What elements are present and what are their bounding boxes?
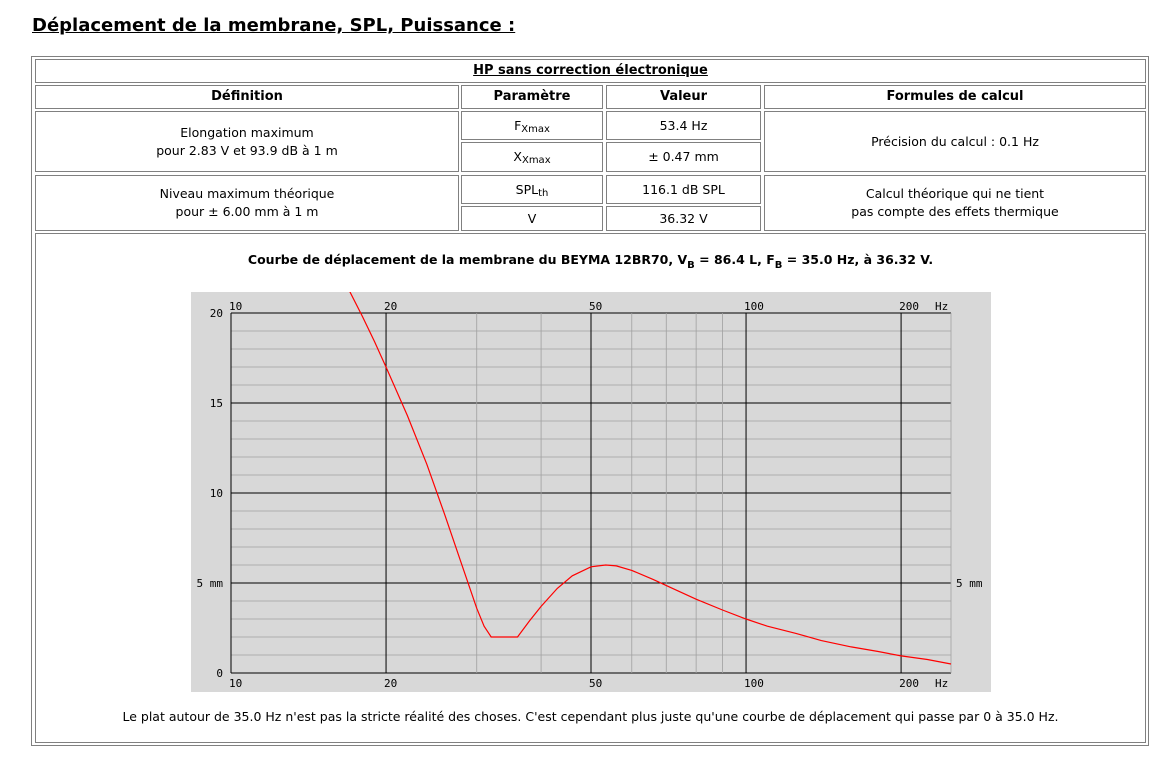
chart-footnote: Le plat autour de 35.0 Hz n'est pas la stricte réalité des choses. C'est cependant plus juste qu'une courbe de déplacement qui passe par 0 à 35.0 Hz. — [122, 709, 1059, 724]
page-title: Déplacement de la membrane, SPL, Puissance : — [32, 15, 516, 36]
x-tick-label-bottom: 200 — [899, 677, 919, 690]
definition-line: pour ± 6.00 mm à 1 m — [175, 204, 319, 219]
x-tick-label-top: 10 — [229, 300, 243, 313]
formula-line: Calcul théorique qui ne tient — [865, 186, 1045, 201]
x-tick-label-top: 50 — [589, 300, 603, 313]
x-tick-label-bottom: 50 — [589, 677, 603, 690]
chart-title — [35, 252, 1146, 271]
y-tick-label: 0 — [216, 667, 223, 680]
definition-cell-spl — [35, 175, 459, 231]
value-splth: 116.1 dB SPL — [606, 175, 761, 204]
header-parameter: Paramètre — [461, 85, 603, 109]
param-symbol: F — [514, 117, 522, 133]
x-tick-label-bottom: 20 — [384, 677, 398, 690]
y-tick-label: 5 mm — [196, 577, 223, 590]
y-tick-label: 15 — [209, 397, 223, 410]
table-caption: HP sans correction électronique — [35, 59, 1146, 83]
chart-background — [191, 292, 991, 692]
x-tick-label-top: 200 — [899, 300, 919, 313]
param-v — [461, 206, 603, 231]
header-definition: Définition — [35, 85, 459, 109]
displacement-chart — [191, 292, 991, 692]
value-v: 36.32 V — [606, 206, 761, 231]
chart-title-subscript: B — [687, 260, 695, 271]
y-tick-label: 10 — [209, 487, 223, 500]
param-fxmax — [461, 111, 603, 140]
chart-title-part: = 86.4 L, F — [694, 252, 775, 267]
formula-line: pas compte des effets thermique — [851, 204, 1059, 219]
param-subscript: th — [538, 187, 549, 199]
definition-line: pour 2.83 V et 93.9 dB à 1 m — [156, 142, 338, 158]
param-subscript: Xmax — [521, 123, 550, 135]
value-xxmax: ± 0.47 mm — [606, 142, 761, 172]
chart-title-part: Courbe de déplacement de la membrane du BEYMA 12BR70, V — [247, 252, 688, 267]
value-fxmax: 53.4 Hz — [606, 111, 761, 140]
param-xxmax — [461, 142, 603, 172]
displacement-curve — [350, 292, 951, 664]
header-formulas: Formules de calcul — [764, 85, 1146, 109]
definition-line: Elongation maximum — [180, 124, 314, 140]
param-symbol: SPL — [515, 181, 539, 197]
header-value: Valeur — [606, 85, 761, 109]
param-subscript: Xmax — [521, 155, 551, 166]
y-tick-label: 20 — [209, 307, 223, 320]
formula-cell-precision — [764, 111, 1146, 172]
x-tick-label-bottom: 100 — [744, 677, 764, 690]
formula-line: Précision du calcul : 0.1 Hz — [871, 133, 1039, 149]
y-tick-label-right: 5 mm — [956, 577, 983, 590]
param-splth — [461, 175, 603, 204]
param-symbol: V — [527, 210, 537, 226]
chart-title-part: = 35.0 Hz, à 36.32 V. — [782, 252, 934, 267]
x-unit-label-bottom: Hz — [935, 677, 949, 690]
x-tick-label-bottom: 10 — [229, 677, 243, 690]
x-tick-label-top: 20 — [384, 300, 398, 313]
definition-line: Niveau maximum théorique — [159, 186, 335, 201]
chart-title-subscript: B — [774, 260, 783, 271]
formula-cell-thermal — [764, 175, 1146, 231]
x-unit-label-top: Hz — [935, 300, 949, 313]
x-tick-label-top: 100 — [744, 300, 764, 313]
param-symbol: X — [513, 149, 522, 164]
definition-cell-elongation — [35, 111, 459, 172]
